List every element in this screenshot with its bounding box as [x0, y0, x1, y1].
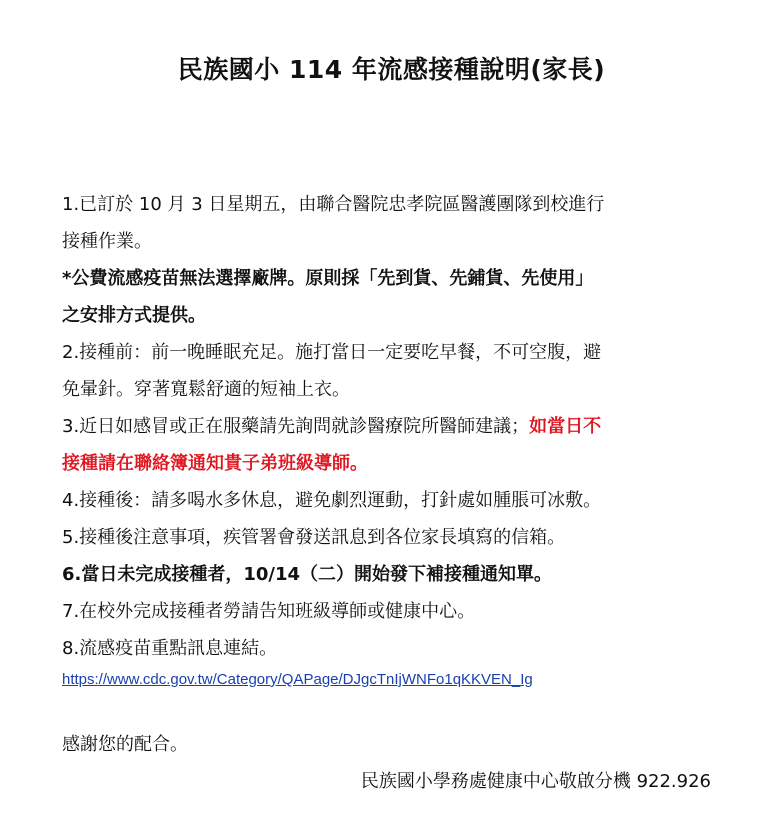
- item-1-line-2: 接種作業。: [62, 231, 152, 252]
- thanks-text: 感謝您的配合。: [62, 734, 188, 755]
- item-4: 4.接種後：請多喝水多休息，避免劇烈運動，打針處如腫脹可冰敷。: [62, 490, 602, 511]
- signature: 民族國小學務處健康中心敬啟分機 922.926: [360, 771, 711, 792]
- item-3-warning-end: 接種請在聯絡簿通知貴子弟班級導師。: [62, 453, 368, 474]
- cdc-link[interactable]: https://www.cdc.gov.tw/Category/QAPage/DJgcTnIjWNFo1qKKVEN_Ig: [62, 671, 533, 688]
- notice-body: [62, 186, 722, 693]
- item-3-line-1: [62, 408, 722, 445]
- item-3-text: 3.近日如感冒或正在服藥請先詢問就診醫療院所醫師建議；: [62, 416, 530, 437]
- item-2-line-1: 2.接種前：前一晚睡眠充足。施打當日一定要吃早餐，不可空腹，避: [62, 342, 602, 363]
- page-title: 民族國小 114 年流感接種說明(家長): [177, 55, 606, 84]
- note-line-1: *公費流感疫苗無法選擇廠牌。原則採「先到貨、先鋪貨、先使用」: [62, 268, 594, 289]
- item-2-line-2: 免暈針。穿著寬鬆舒適的短袖上衣。: [62, 379, 350, 400]
- item-1-line-1: 1.已訂於 10 月 3 日星期五，由聯合醫院忠孝院區醫護團隊到校進行: [62, 194, 605, 215]
- item-5: 5.接種後注意事項，疾管署會發送訊息到各位家長填寫的信箱。: [62, 527, 566, 548]
- item-8: 8.流感疫苗重點訊息連結。: [62, 638, 278, 659]
- item-3-warning-start: 如當日不: [529, 416, 602, 437]
- note-line-2: 之安排方式提供。: [62, 305, 206, 326]
- item-7: 7.在校外完成接種者勞請告知班級導師或健康中心。: [62, 601, 476, 622]
- item-6: 6.當日未完成接種者，10/14（二）開始發下補接種通知單。: [62, 564, 553, 585]
